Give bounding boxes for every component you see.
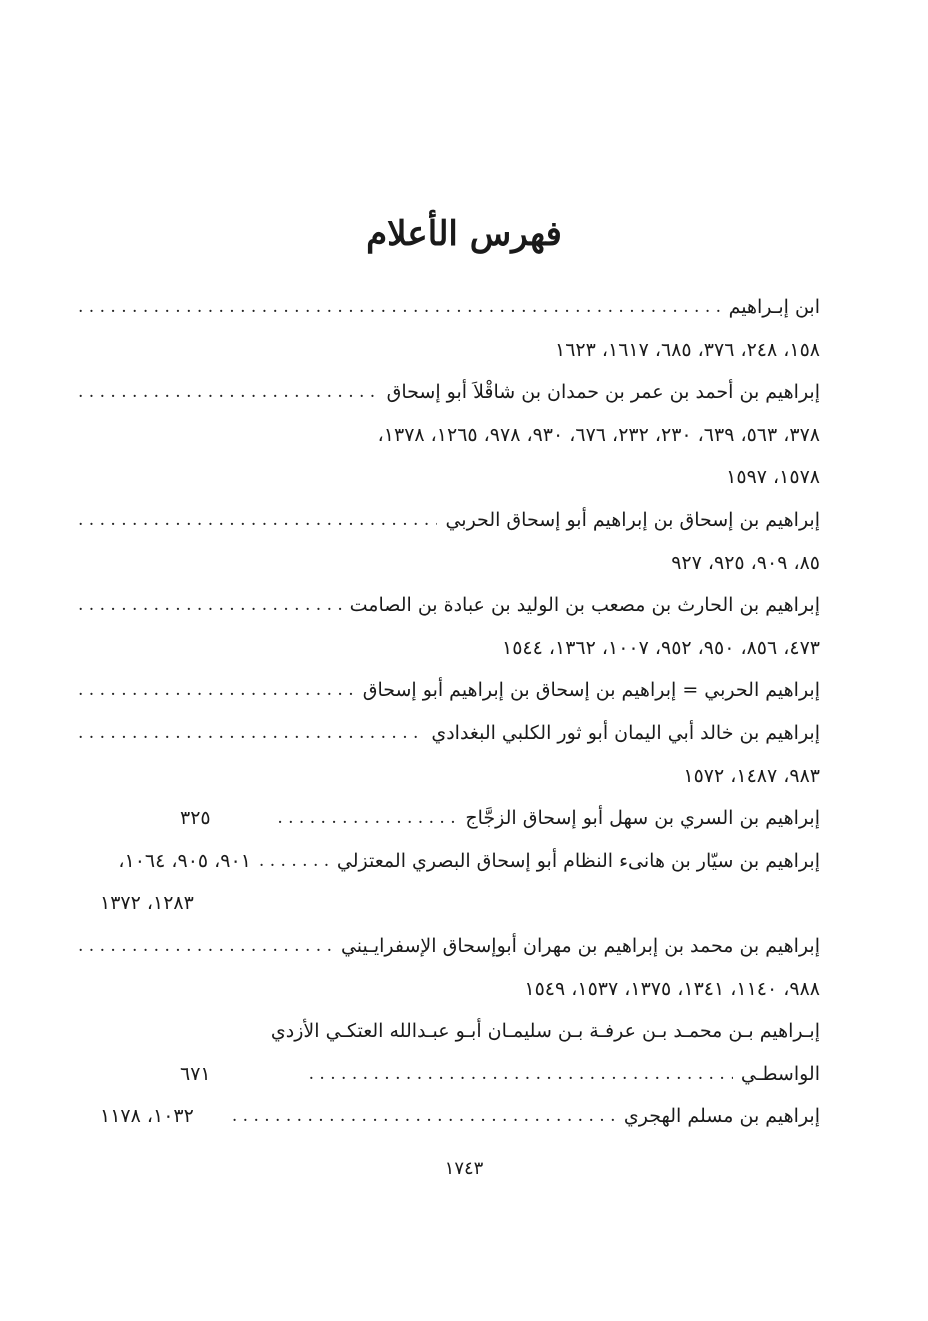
index-entry bbox=[70, 925, 820, 968]
leader-dots bbox=[259, 840, 329, 883]
leader-dots bbox=[78, 925, 333, 968]
index-entries bbox=[70, 286, 820, 1138]
entry-name: إبراهيم بن سيّار بن هانىء النظام أبو إسحاق البصري المعتزلي bbox=[336, 849, 820, 872]
entry-pages-line bbox=[70, 329, 820, 372]
entry-name: إبراهيم الحربي = إبراهيم بن إسحاق بن إبراهيم أبو إسحاق bbox=[362, 679, 820, 702]
index-entry bbox=[70, 1053, 820, 1096]
entry-pages: ٣٢٥ bbox=[180, 807, 211, 830]
leader-dots bbox=[78, 712, 423, 755]
entry-name: الواسطـي bbox=[740, 1062, 820, 1085]
entry-name: ابن إبـراهيم bbox=[728, 296, 820, 318]
entry-name: إبراهيم بن أحمد بن عمر بن حمدان بن شاقْلاَ أبو إسحاق bbox=[386, 381, 820, 404]
leader-dots bbox=[78, 286, 721, 329]
entry-pages: ١٥٨، ٢٤٨، ٣٧٦، ٦٨٥، ١٦١٧، ١٦٢٣ bbox=[554, 338, 820, 361]
entry-pages-line bbox=[70, 755, 820, 798]
entry-pages: ١٢٨٣، ١٣٧٢ bbox=[100, 892, 194, 915]
leader-dots bbox=[78, 584, 342, 627]
entry-pages: ٩٨٣، ١٤٨٧، ١٥٧٢ bbox=[683, 764, 820, 787]
entry-pages-line bbox=[70, 542, 820, 585]
index-entry bbox=[70, 584, 820, 627]
entry-pages-line bbox=[70, 882, 820, 925]
entry-name: إبراهيم بن مسلم الهجري bbox=[623, 1105, 820, 1128]
index-entry bbox=[70, 797, 820, 840]
leader-dots bbox=[78, 669, 355, 712]
index-entry bbox=[70, 499, 820, 542]
entry-pages-line bbox=[70, 414, 820, 457]
index-entry bbox=[70, 669, 820, 712]
entry-pages-line bbox=[70, 968, 820, 1011]
index-entry bbox=[70, 286, 820, 329]
leader-dots bbox=[309, 1053, 733, 1096]
entry-pages: ٣٧٨، ٥٦٣، ٦٣٩، ٢٣٠، ٢٣٢، ٦٧٦، ٩٣٠، ٩٧٨، ١٢٦٥، ١٣٧٨، bbox=[377, 423, 820, 446]
entry-pages: ٤٧٣، ٨٥٦، ٩٥٠، ٩٥٢، ١٠٠٧، ١٣٦٢، ١٥٤٤ bbox=[501, 636, 820, 659]
entry-name: إبراهيم بن السري بن سهل أبو إسحاق الزجَّاج bbox=[465, 807, 820, 830]
leader-dots bbox=[277, 797, 457, 840]
entry-name: إبراهيم بن الحارث بن مصعب بن الوليد بن عبادة بن الصامت bbox=[349, 594, 820, 617]
entry-pages: ٩٨٨، ١١٤٠، ١٣٤١، ١٣٧٥، ١٥٣٧، ١٥٤٩ bbox=[524, 977, 820, 1000]
entry-pages: ١٠٣٢، ١١٧٨ bbox=[100, 1105, 194, 1128]
entry-name: إبراهيم بن خالد أبي اليمان أبو ثور الكلبي البغدادي bbox=[431, 721, 820, 744]
entry-pages: ٩٠١، ٩٠٥، ١٠٦٤، bbox=[118, 849, 251, 872]
page-number: ١٧٤٣ bbox=[444, 1158, 484, 1179]
entry-pages: ١٥٧٨، ١٥٩٧ bbox=[726, 466, 820, 489]
leader-dots bbox=[78, 371, 379, 414]
leader-dots bbox=[78, 499, 437, 542]
index-entry bbox=[70, 1095, 820, 1138]
page-title: فهرس الأعلام bbox=[366, 214, 562, 254]
index-entry bbox=[70, 1010, 820, 1053]
entry-pages: ٨٥، ٩٠٩، ٩٢٥، ٩٢٧ bbox=[671, 551, 820, 574]
index-entry bbox=[70, 712, 820, 755]
entry-name: إبـراهيم بـن محمـد بـن عرفـة بـن سليمـان أبـو عبـدالله العتكـي الأزدي bbox=[270, 1020, 820, 1043]
entry-name: إبراهيم بن محمد بن إبراهيم بن مهران أبوإسحاق الإسفرايـيني bbox=[340, 934, 820, 957]
entry-pages-line bbox=[70, 627, 820, 670]
entry-pages: ٦٧١ bbox=[180, 1062, 211, 1085]
entry-pages-line bbox=[70, 456, 820, 499]
leader-dots bbox=[232, 1095, 616, 1138]
entry-name: إبراهيم بن إسحاق بن إبراهيم أبو إسحاق الحربي bbox=[445, 508, 820, 531]
index-entry bbox=[70, 371, 820, 414]
index-entry bbox=[70, 840, 820, 883]
